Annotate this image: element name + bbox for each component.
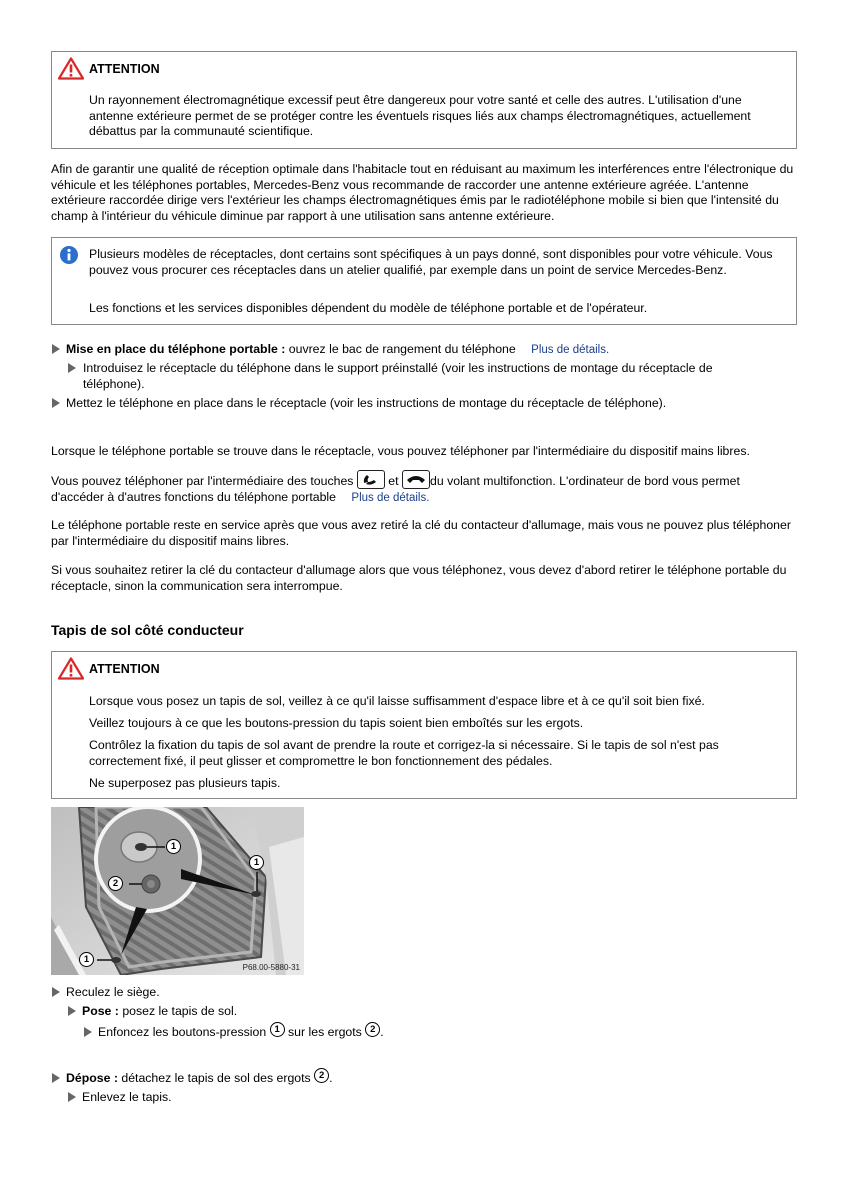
callout-2-icon: 2: [365, 1022, 380, 1037]
callout-2-icon: 2: [314, 1068, 329, 1083]
step-arrow-icon: [84, 1027, 92, 1037]
warning-line-check: Contrôlez la fixation du tapis de sol avant de prendre la route et corrigez-la si nécessaire. Si le tapis de sol n'est pas correctement fixé, il peut glisser et compromettre le bon fonctionnement des pédales.: [89, 738, 719, 768]
step-place-phone: Mettez le téléphone en place dans le réceptacle (voir les instructions de montage du réceptacle de téléphone).: [52, 396, 797, 412]
step-arrow-icon: [52, 344, 60, 354]
step-arrow-icon: [52, 398, 60, 408]
details-link[interactable]: Plus de détails: [531, 344, 606, 356]
warning-box-floor-mat: [51, 651, 797, 799]
callout-1-icon: 1: [270, 1022, 285, 1037]
warning-box-radiation: [51, 51, 797, 149]
key-removed-paragraph: Le téléphone portable reste en service après que vous avez retiré la clé du contacteur d'allumage, mais vous ne pouvez plus téléphoner par l'intermédiaire du dispositif mains libres.: [51, 518, 791, 548]
info-text-models: Plusieurs modèles de réceptacles, dont certains sont spécifiques à un pays donné, sont disponibles pour votre véhicule. Vous pouvez vous procurer ces réceptacles dans un atelier qualifié, par exemple dans un point de service Mercedes-Benz.: [89, 247, 773, 277]
phone-accept-key-icon: [357, 470, 385, 489]
step-arrow-icon: [68, 1006, 76, 1016]
step-arrow-icon: [68, 1092, 76, 1102]
section-heading: Tapis de sol côté conducteur: [51, 622, 244, 638]
phone-end-key-icon: [402, 470, 430, 489]
warning-title: ATTENTION: [89, 62, 160, 76]
details-link[interactable]: Plus de détails: [351, 491, 427, 504]
info-text-services: Les fonctions et les services disponibles dépendent du modèle de téléphone portable et de l'opérateur.: [89, 301, 648, 315]
step-arrow-icon: [52, 987, 60, 997]
callout-1-icon: 1: [249, 855, 264, 870]
step-removal: Dépose : détachez le tapis de sol des ergots 2 .: [52, 1071, 333, 1087]
warning-text: Un rayonnement électromagnétique excessif peut être dangereux pour votre santé et celle des autres. L'utilisation d'une antenne extérieure permet de se protéger contre les éventuels risques liés aux champs électromagnétiques, actuellement débattus par la communauté scientifique.: [89, 93, 751, 138]
illustration-caption: P68.00-5880-31: [242, 963, 300, 972]
step-insert-receptacle: Introduisez le réceptacle du téléphone dans le support préinstallé (voir les instructions de montage du réceptacle de téléphone).: [68, 361, 768, 392]
callout-1-icon: 1: [79, 952, 94, 967]
warning-line-stack: Ne superposez pas plusieurs tapis.: [89, 776, 281, 790]
step-remove-mat: Enlevez le tapis.: [68, 1090, 172, 1106]
warning-line-studs: Veillez toujours à ce que les boutons-pression du tapis soient bien emboîtés sur les ergots.: [89, 716, 584, 730]
step-press-studs: Enfoncez les boutons-pression 1 sur les ergots 2 .: [84, 1025, 384, 1041]
warning-triangle-icon: [58, 657, 84, 680]
phone-keys-paragraph: Vous pouvez téléphoner par l'intermédiaire des touches et du volant multifonction. L'ordinateur de bord vous permet d'accéder à d'autres fonctions du téléphone portable Plus de détails.: [51, 474, 796, 506]
floor-mat-illustration: [51, 807, 304, 975]
callout-1-icon: 1: [166, 839, 181, 854]
warning-title: ATTENTION: [89, 662, 160, 676]
handsfree-paragraph: Lorsque le téléphone portable se trouve dans le réceptacle, vous pouvez téléphoner par l'intermédiaire du dispositif mains libres.: [51, 444, 750, 458]
step-fitting: Pose : posez le tapis de sol.: [68, 1004, 237, 1020]
callout-2-icon: 2: [108, 876, 123, 891]
info-icon: [59, 245, 79, 265]
step-phone-placement: Mise en place du téléphone portable : ouvrez le bac de rangement du téléphone Plus de détails.: [52, 342, 797, 359]
step-arrow-icon: [52, 1073, 60, 1083]
warning-line-space: Lorsque vous posez un tapis de sol, veillez à ce qu'il laisse suffisamment d'espace libre et à ce qu'il soit bien fixé.: [89, 694, 705, 708]
info-box-receptacles: [51, 237, 797, 325]
step-move-seat: Reculez le siège.: [52, 985, 160, 1001]
step-arrow-icon: [68, 363, 76, 373]
antenna-paragraph: Afin de garantir une qualité de réception optimale dans l'habitacle tout en réduisant au maximum les interférences entre l'électronique du véhicule et les téléphones portables, Mercedes-Benz vous recommande de raccorder une antenne extérieure agréée. L'antenne extérieure raccordée dirige vers l'extérieur les champs électromagnétiques émis par le radiotéléphone mobile si bien que l'intensité du champ à l'intérieur du véhicule diminue par rapport à une utilisation sans antenne extérieure.: [51, 162, 794, 223]
remove-key-paragraph: Si vous souhaitez retirer la clé du contacteur d'allumage alors que vous téléphonez, vous devez d'abord retirer le téléphone portable du réceptacle, sinon la communication sera interrompue.: [51, 563, 787, 593]
warning-triangle-icon: [58, 57, 84, 80]
